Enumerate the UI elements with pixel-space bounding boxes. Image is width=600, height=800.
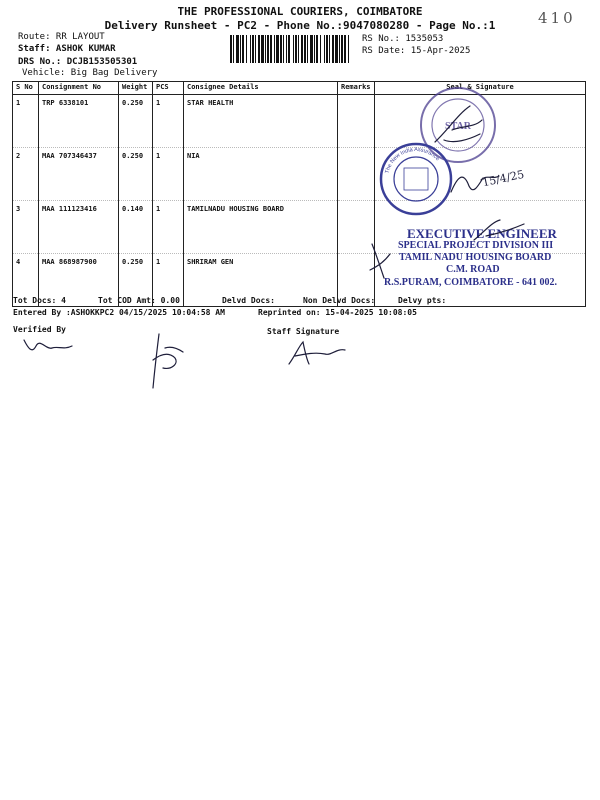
- rs-number: RS No.: 1535053: [362, 34, 444, 44]
- barcode-bar: [270, 35, 272, 63]
- staff-label: Staff: ASHOK KUMAR: [18, 44, 116, 54]
- table-row: [13, 95, 586, 148]
- barcode-bar: [301, 35, 303, 63]
- barcode-bar: [348, 35, 349, 63]
- cell-consignment: TRP 6338101: [39, 95, 119, 148]
- staff-signature: [285, 338, 355, 370]
- vehicle-label: Vehicle: Big Bag Delivery: [22, 68, 158, 78]
- cell-consignment: MAA 868987900: [39, 254, 119, 307]
- barcode-bar: [286, 35, 287, 63]
- engineer-stamp-line-2: SPECIAL PROJECT DIVISION III: [398, 240, 554, 251]
- barcode-bar: [314, 35, 315, 63]
- delvy-pts: Delvy pts:: [398, 296, 447, 305]
- cell-remarks: [338, 95, 375, 148]
- header-sno: S No: [13, 82, 39, 95]
- barcode-bar: [258, 35, 260, 63]
- cell-pcs: 1: [153, 254, 184, 307]
- engineer-stamp-line-1: EXECUTIVE ENGINEER: [407, 226, 557, 241]
- tot-docs: Tot Docs: 4: [13, 296, 66, 305]
- barcode-bar: [307, 35, 308, 63]
- cell-pcs: 1: [153, 148, 184, 201]
- barcode-bar: [329, 35, 330, 63]
- barcode-bar: [335, 35, 338, 63]
- header-pcs: PCS: [153, 82, 184, 95]
- route-label: Route: RR LAYOUT: [18, 32, 105, 42]
- cell-sno: 4: [13, 254, 39, 307]
- barcode: [230, 35, 354, 65]
- staff-signature-label: Staff Signature: [267, 327, 340, 336]
- non-delvd-docs: Non Delvd Docs:: [303, 296, 376, 305]
- cell-consignee: TAMILNADU HOUSING BOARD: [184, 201, 338, 254]
- star-seal-text: STAR: [445, 121, 471, 132]
- handwritten-date: 15/4/25: [481, 167, 526, 190]
- barcode-bar: [252, 35, 254, 63]
- middle-signature: [145, 330, 190, 395]
- row4-signature: [366, 240, 396, 284]
- header-consignment: Consignment No: [39, 82, 119, 95]
- post-office-seal-text: The New India Assurance: [384, 146, 441, 175]
- barcode-bar: [250, 35, 251, 63]
- barcode-bar: [240, 35, 241, 63]
- barcode-bar: [255, 35, 256, 63]
- table-header-row: [13, 82, 586, 95]
- cell-consignment: MAA 707346437: [39, 148, 119, 201]
- barcode-bar: [332, 35, 334, 63]
- delvd-docs: Delvd Docs:: [222, 296, 275, 305]
- drs-label: DRS No.: DCJB153505301: [18, 57, 138, 67]
- barcode-bar: [283, 35, 284, 63]
- barcode-bar: [267, 35, 269, 63]
- cell-pcs: 1: [153, 201, 184, 254]
- barcode-bar: [242, 35, 244, 63]
- barcode-bar: [246, 35, 247, 63]
- cell-weight: 0.140: [119, 201, 153, 254]
- post-office-seal: [378, 141, 454, 217]
- header-consignee: Consignee Details: [184, 82, 338, 95]
- barcode-bar: [295, 35, 297, 63]
- barcode-bar: [261, 35, 264, 63]
- cell-consignee: SHRIRAM GEN: [184, 254, 338, 307]
- barcode-bar: [320, 35, 321, 63]
- cell-pcs: 1: [153, 95, 184, 148]
- barcode-bar: [339, 35, 340, 63]
- cell-sno: 2: [13, 148, 39, 201]
- cell-weight: 0.250: [119, 148, 153, 201]
- barcode-bar: [280, 35, 282, 63]
- cell-consignment: MAA 111123416: [39, 201, 119, 254]
- tot-cod-amt: Tot COD Amt: 0.00: [98, 296, 180, 305]
- barcode-bar: [310, 35, 313, 63]
- barcode-bar: [288, 35, 290, 63]
- engineer-stamp-line-3: TAMIL NADU HOUSING BOARD: [399, 252, 552, 263]
- barcode-bar: [265, 35, 266, 63]
- barcode-bar: [316, 35, 318, 63]
- header-weight: Weight: [119, 82, 153, 95]
- rs-date: RS Date: 15-Apr-2025: [362, 46, 471, 56]
- barcode-bar: [324, 35, 325, 63]
- barcode-bar: [274, 35, 275, 63]
- engineer-stamp-line-4: C.M. ROAD: [446, 264, 500, 275]
- cell-sno: 3: [13, 201, 39, 254]
- barcode-bar: [236, 35, 239, 63]
- verified-by-label: Verified By: [13, 325, 66, 334]
- barcode-bar: [276, 35, 279, 63]
- reprinted-on: Reprinted on: 15-04-2025 10:08:05: [258, 308, 417, 317]
- cell-consignee: STAR HEALTH: [184, 95, 338, 148]
- header-remarks: Remarks: [338, 82, 375, 95]
- barcode-bar: [326, 35, 328, 63]
- barcode-bar: [233, 35, 234, 63]
- cell-consignee: NIA: [184, 148, 338, 201]
- engineer-signature: [470, 216, 530, 246]
- document-subtitle: Delivery Runsheet - PC2 - Phone No.:9047080280 - Page No.:1: [104, 19, 496, 32]
- entered-by: Entered By :ASHOKKPC2 04/15/2025 10:04:58 AM: [13, 308, 225, 317]
- barcode-bar: [230, 35, 232, 63]
- engineer-stamp-line-5: R.S.PURAM, COIMBATORE - 641 002.: [384, 277, 557, 288]
- cell-weight: 0.250: [119, 254, 153, 307]
- header-seal: Seal & Signature: [375, 82, 586, 95]
- barcode-bar: [304, 35, 306, 63]
- barcode-bar: [293, 35, 294, 63]
- cell-weight: 0.250: [119, 95, 153, 148]
- handwritten-note: 410: [538, 9, 576, 27]
- verifier-signature: [20, 330, 80, 360]
- barcode-bar: [341, 35, 343, 63]
- cell-sno: 1: [13, 95, 39, 148]
- barcode-bar: [298, 35, 299, 63]
- document-title: THE PROFESSIONAL COURIERS, COIMBATORE: [177, 5, 423, 18]
- cell-remarks: [338, 148, 375, 201]
- barcode-bar: [344, 35, 346, 63]
